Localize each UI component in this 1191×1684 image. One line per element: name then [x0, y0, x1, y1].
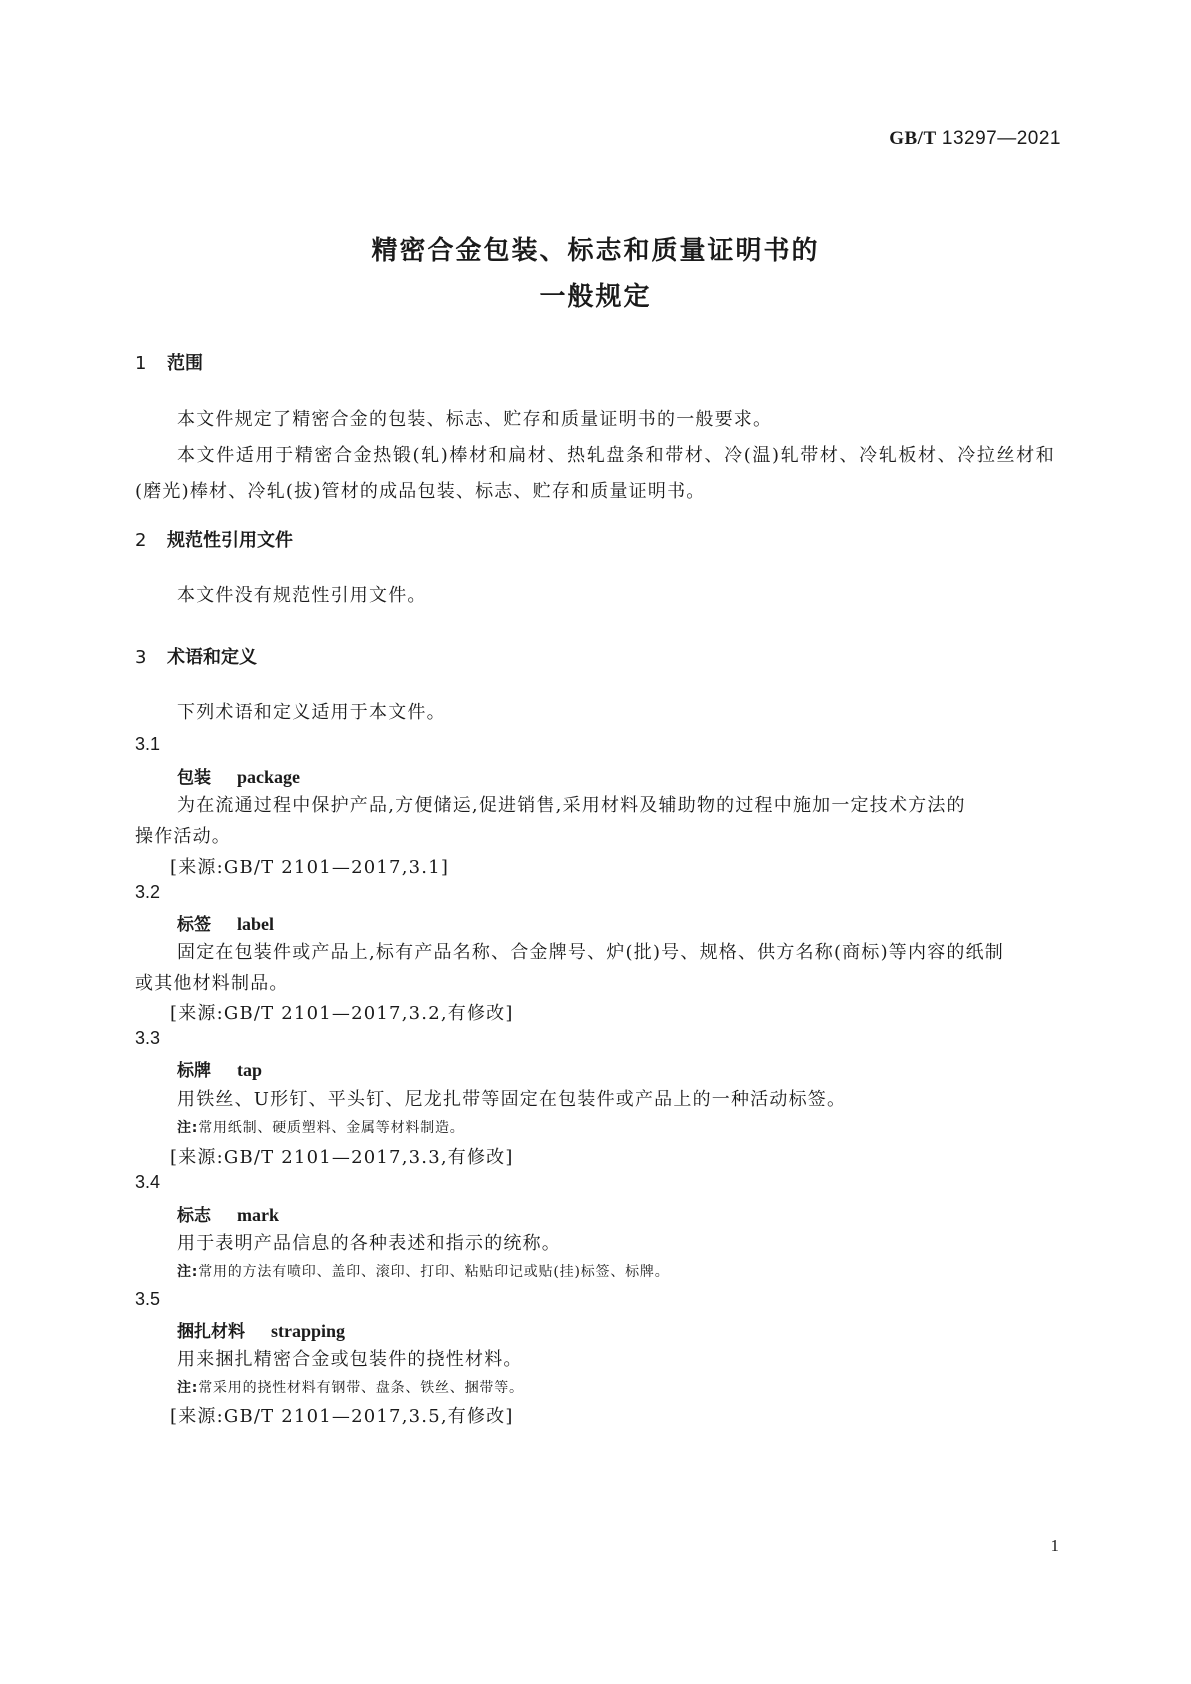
term-cn: 标志 — [177, 1206, 211, 1226]
note-label: 注: — [177, 1120, 199, 1136]
section-2-heading — [135, 526, 293, 552]
section-number: 1 — [135, 353, 147, 374]
note-text: 常用的方法有喷印、盖印、滚印、打印、粘贴印记或贴(挂)标签、标牌。 — [198, 1264, 670, 1280]
note-text: 常用纸制、硬质塑料、金属等材料制造。 — [198, 1120, 465, 1136]
section-number: 3 — [135, 647, 147, 668]
standard-number: 13297—2021 — [941, 128, 1061, 149]
term-number: 3.4 — [135, 1172, 161, 1192]
document-title — [0, 228, 1191, 320]
term-definition-line-1: 为在流通过程中保护产品,方便储运,促进销售,采用材料及辅助物的过程中施加一定技术方法的 — [177, 795, 966, 816]
term-source: [来源:GB/T 2101—2017,3.5,有修改] — [170, 1406, 514, 1427]
section-title: 规范性引用文件 — [167, 530, 293, 551]
term-note — [177, 1377, 524, 1397]
term-cn: 标签 — [177, 915, 211, 935]
term-heading — [177, 1201, 279, 1226]
term-note — [177, 1261, 670, 1281]
term-definition-line-1: 固定在包装件或产品上,标有产品名称、合金牌号、炉(批)号、规格、供方名称(商标)等内容的纸制 — [177, 942, 1005, 963]
term-heading — [177, 1056, 262, 1081]
term-cn: 包装 — [177, 768, 211, 788]
section-3-heading — [135, 643, 257, 669]
section-1-heading — [135, 349, 203, 375]
term-en: tap — [237, 1060, 263, 1080]
note-label: 注: — [177, 1380, 199, 1396]
note-text: 常采用的挠性材料有钢带、盘条、铁丝、捆带等。 — [198, 1380, 524, 1396]
term-heading — [177, 1317, 345, 1342]
term-definition-line-1: 用铁丝、U形钉、平头钉、尼龙扎带等固定在包装件或产品上的一种活动标签。 — [177, 1089, 847, 1110]
section-1-paragraph-1: 本文件规定了精密合金的包装、标志、贮存和质量证明书的一般要求。 — [177, 409, 773, 430]
title-line-1: 精密合金包装、标志和质量证明书的 — [371, 236, 820, 266]
term-definition-line-1: 用来捆扎精密合金或包装件的挠性材料。 — [177, 1349, 523, 1370]
section-title: 范围 — [167, 353, 203, 374]
term-cn: 标牌 — [177, 1061, 211, 1081]
section-2-paragraph-1: 本文件没有规范性引用文件。 — [177, 585, 427, 606]
term-en: label — [237, 914, 275, 934]
standard-code — [889, 128, 1061, 150]
term-definition-line-2: 或其他材料制品。 — [135, 973, 289, 994]
page-number: 1 — [1050, 1536, 1059, 1555]
section-3-intro: 下列术语和定义适用于本文件。 — [177, 702, 446, 723]
title-line-2: 一般规定 — [539, 282, 652, 312]
section-title: 术语和定义 — [167, 647, 257, 668]
term-note — [177, 1117, 465, 1137]
section-number: 2 — [135, 530, 147, 551]
term-number: 3.2 — [135, 882, 161, 902]
note-label: 注: — [177, 1264, 199, 1280]
term-number: 3.3 — [135, 1028, 161, 1048]
standard-prefix: GB/T — [889, 128, 937, 149]
term-heading — [177, 763, 300, 788]
term-en: strapping — [271, 1321, 346, 1341]
term-source: [来源:GB/T 2101—2017,3.1] — [170, 857, 450, 878]
term-source: [来源:GB/T 2101—2017,3.2,有修改] — [170, 1003, 514, 1024]
term-source: [来源:GB/T 2101—2017,3.3,有修改] — [170, 1147, 514, 1168]
term-number: 3.5 — [135, 1289, 161, 1309]
term-cn: 捆扎材料 — [177, 1322, 245, 1342]
term-en: mark — [237, 1205, 279, 1225]
term-heading — [177, 910, 274, 935]
term-definition-line-2: 操作活动。 — [135, 826, 231, 847]
term-number: 3.1 — [135, 734, 161, 754]
section-1-paragraph-2: 本文件适用于精密合金热锻(轧)棒材和扁材、热轧盘条和带材、冷(温)轧带材、冷轧板材、冷拉丝材和(磨光)棒材、冷轧(拔)管材的成品包装、标志、贮存和质量证明书。 — [135, 445, 1055, 502]
term-definition-line-1: 用于表明产品信息的各种表述和指示的统称。 — [177, 1233, 561, 1254]
term-en: package — [237, 767, 300, 787]
